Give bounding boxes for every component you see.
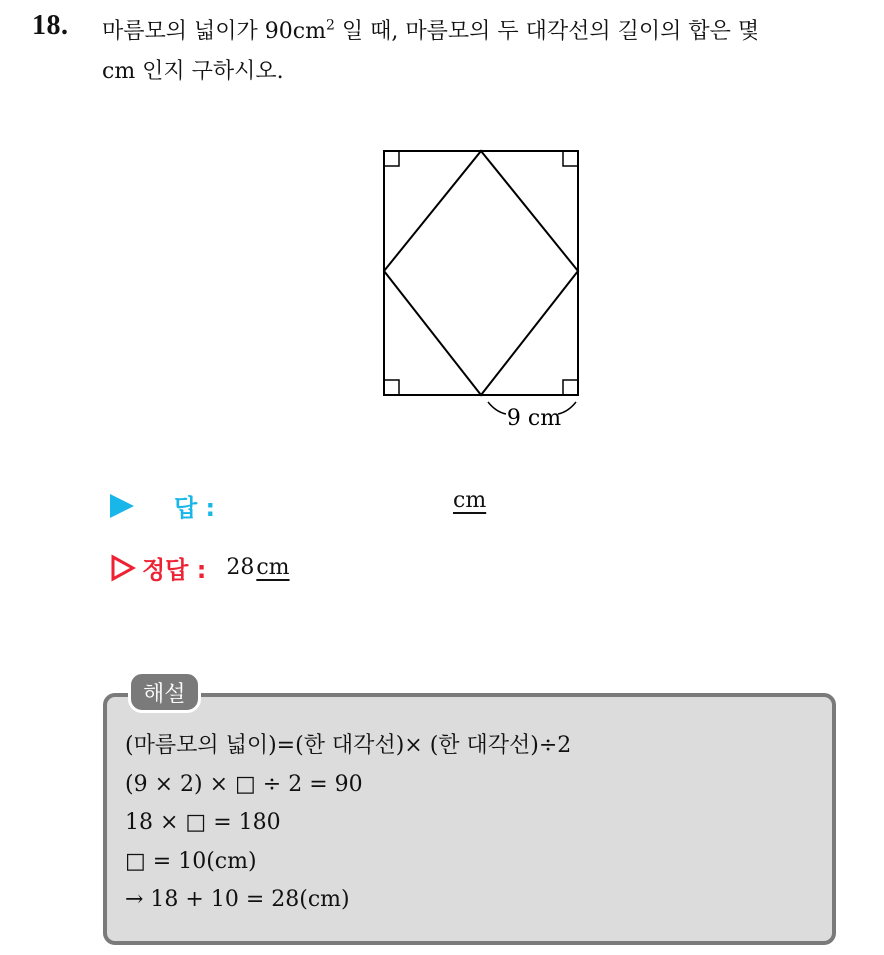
- outline-triangle-icon: [110, 554, 136, 582]
- question-text-part2: 일 때, 마름모의 두 대각선의 길이의 합은 몇: [334, 19, 760, 44]
- superscript-exponent: 2: [325, 17, 335, 34]
- right-angle-mark-top-right: [563, 151, 578, 166]
- correct-answer-unit: cm: [256, 555, 290, 580]
- play-triangle-icon: [110, 494, 134, 518]
- answer-unit: cm: [453, 488, 487, 513]
- inscribed-rhombus: [384, 151, 578, 395]
- solution-tag: 해설: [128, 671, 201, 713]
- question-text-part1: 마름모의 넓이가 90cm: [102, 19, 326, 44]
- solution-line: □ = 10(cm): [125, 848, 257, 874]
- correct-answer-value: [226, 555, 289, 580]
- dimension-label: 9 cm: [506, 406, 562, 431]
- solution-line: (9 × 2) × □ ÷ 2 = 90: [125, 771, 363, 797]
- question-text-line1: [102, 14, 759, 45]
- right-angle-mark-bottom-left: [384, 380, 399, 395]
- solution-line: 18 × □ = 180: [125, 810, 281, 835]
- solution-line: → 18 + 10 = 28(cm): [125, 887, 350, 912]
- solution-line: (마름모의 넓이)=(한 대각선)× (한 대각선)÷2: [125, 733, 572, 758]
- outer-rectangle: [384, 151, 578, 395]
- question-text-line2: cm 인지 구하시오.: [102, 59, 284, 84]
- answer-row: [110, 488, 215, 523]
- correct-answer-row: [110, 550, 290, 585]
- correct-answer-label: 정답 :: [142, 556, 207, 584]
- question-number: 18.: [32, 10, 69, 41]
- answer-label: 답 :: [174, 494, 216, 522]
- rhombus-figure: [360, 140, 600, 440]
- right-angle-mark-top-left: [384, 151, 399, 166]
- right-angle-mark-bottom-right: [563, 380, 578, 395]
- solution-lines: [125, 727, 571, 920]
- correct-answer-number: 28: [226, 555, 255, 580]
